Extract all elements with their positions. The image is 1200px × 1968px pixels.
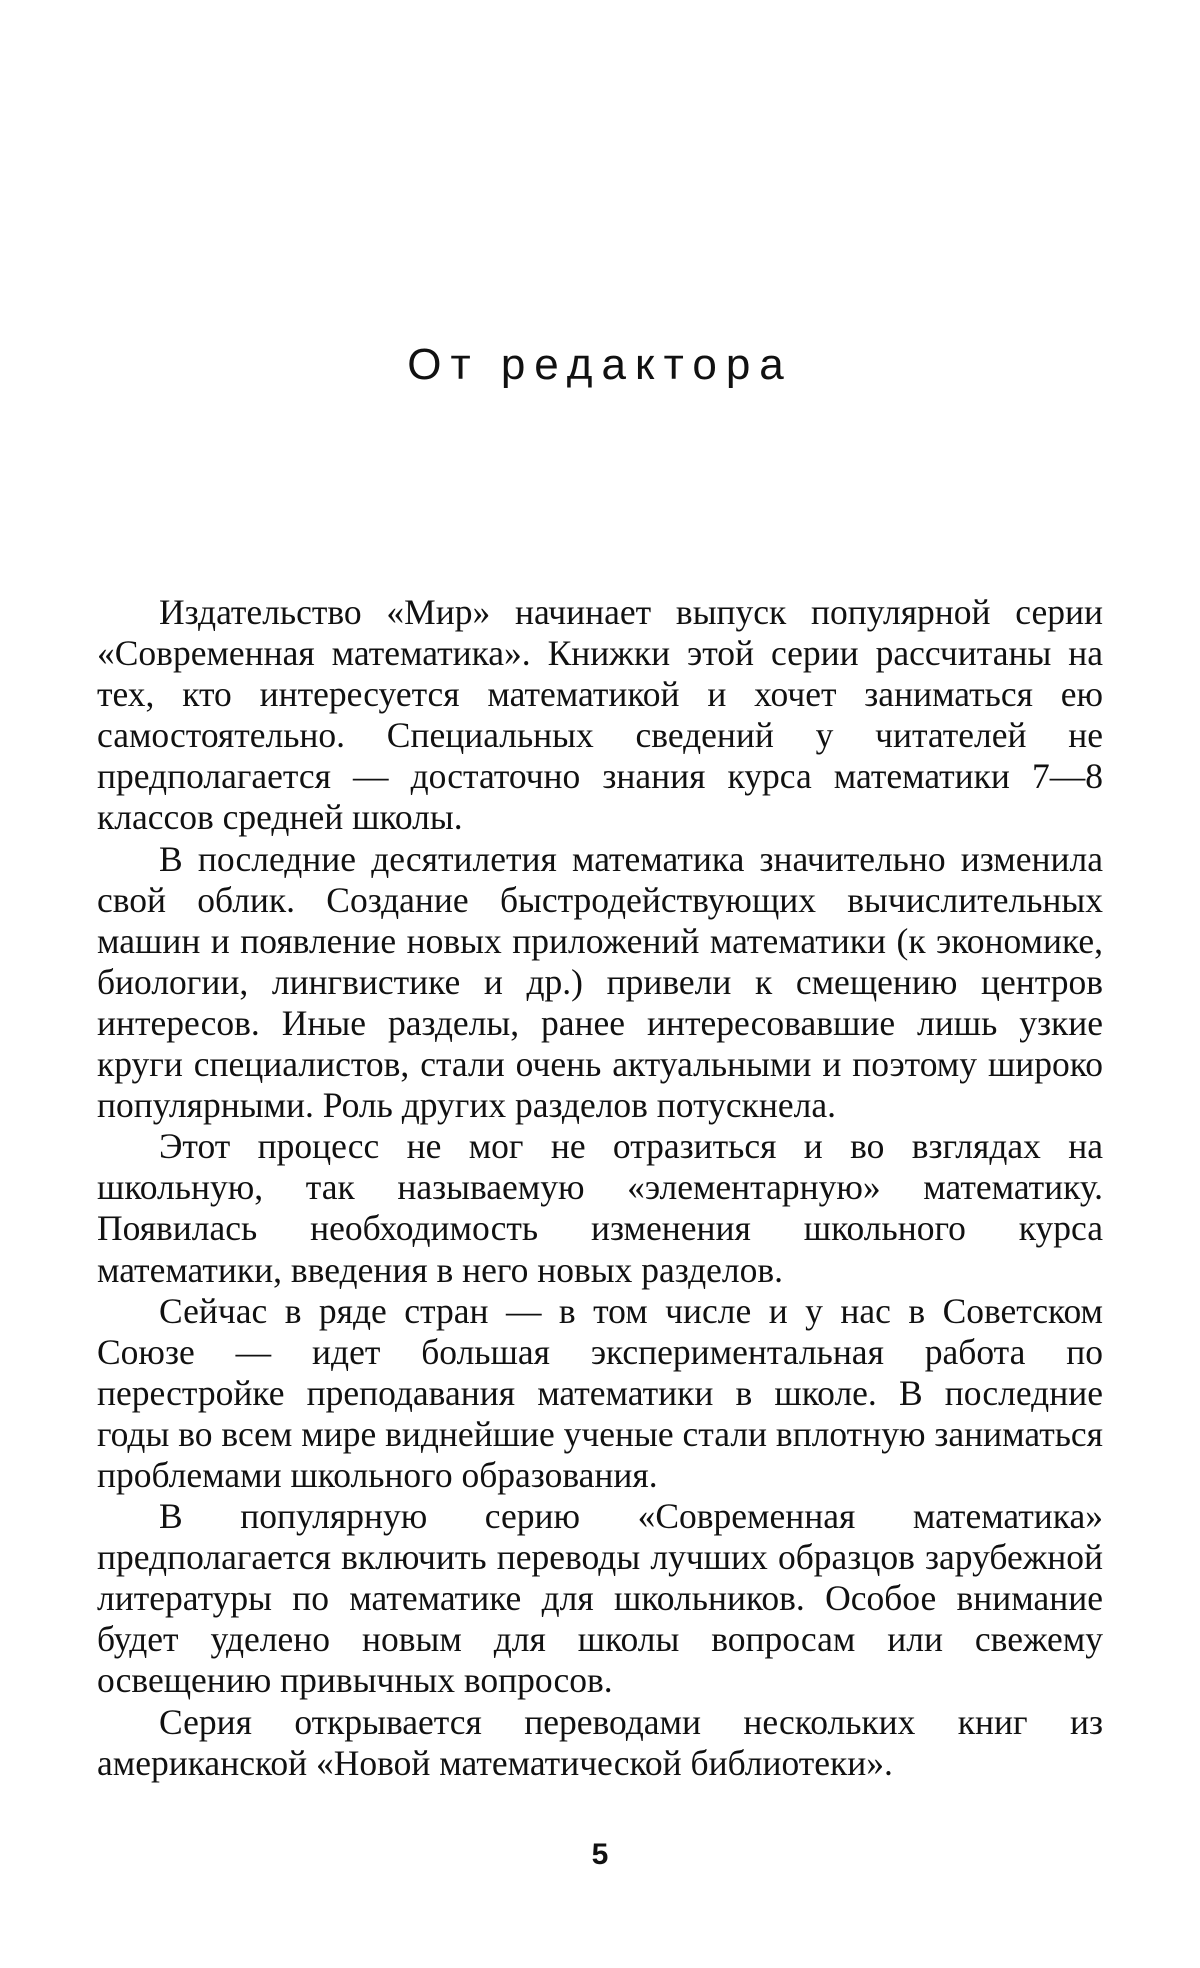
paragraph-1: Издательство «Мир» начинает выпуск популярной серии «Современная математика». Книжки этой серии рассчитаны на тех, кто интересуется математикой и хочет заниматься ею самостоятельно. Специальных сведений у читателей не предполагается — достаточно знания курса математики 7—8 классов средней школы. — [97, 592, 1103, 838]
page-number: 5 — [591, 1838, 609, 1871]
paragraph-3: Этот процесс не мог не отразиться и во взглядах на школьную, так называемую «элементарную» математику. Появилась необходимость изменения школьного курса математики, введения в него новых разделов. — [97, 1126, 1103, 1290]
paragraph-2: В последние десятилетия математика значительно изменила свой облик. Создание быстродействующих вычислительных машин и появление новых приложений математики (к экономике, биологии, лингвистике и др.) привели к смещению центров интересов. Иные разделы, ранее интересовавшие лишь узкие круги специалистов, стали очень актуальными и поэтому широко популярными. Роль других разделов потускнела. — [97, 838, 1103, 1126]
paragraph-5: В популярную серию «Современная математика» предполагается включить переводы лучших образцов зарубежной литературы по математике для школьников. Особое внимание будет уделено новым для школы вопросам или свежему освещению привычных вопросов. — [97, 1496, 1103, 1701]
paragraph-4: Сейчас в ряде стран — в том числе и у нас в Советском Союзе — идет большая экспериментальная работа по перестройке преподавания математики в школе. В последние годы во всем мире виднейшие ученые стали вплотную заниматься проблемами школьного образования. — [97, 1290, 1103, 1495]
page-title: От редактора — [407, 340, 793, 389]
body-text — [97, 592, 1103, 1784]
paragraph-6: Серия открывается переводами нескольких книг из американской «Новой математической библиотеки». — [97, 1701, 1103, 1783]
